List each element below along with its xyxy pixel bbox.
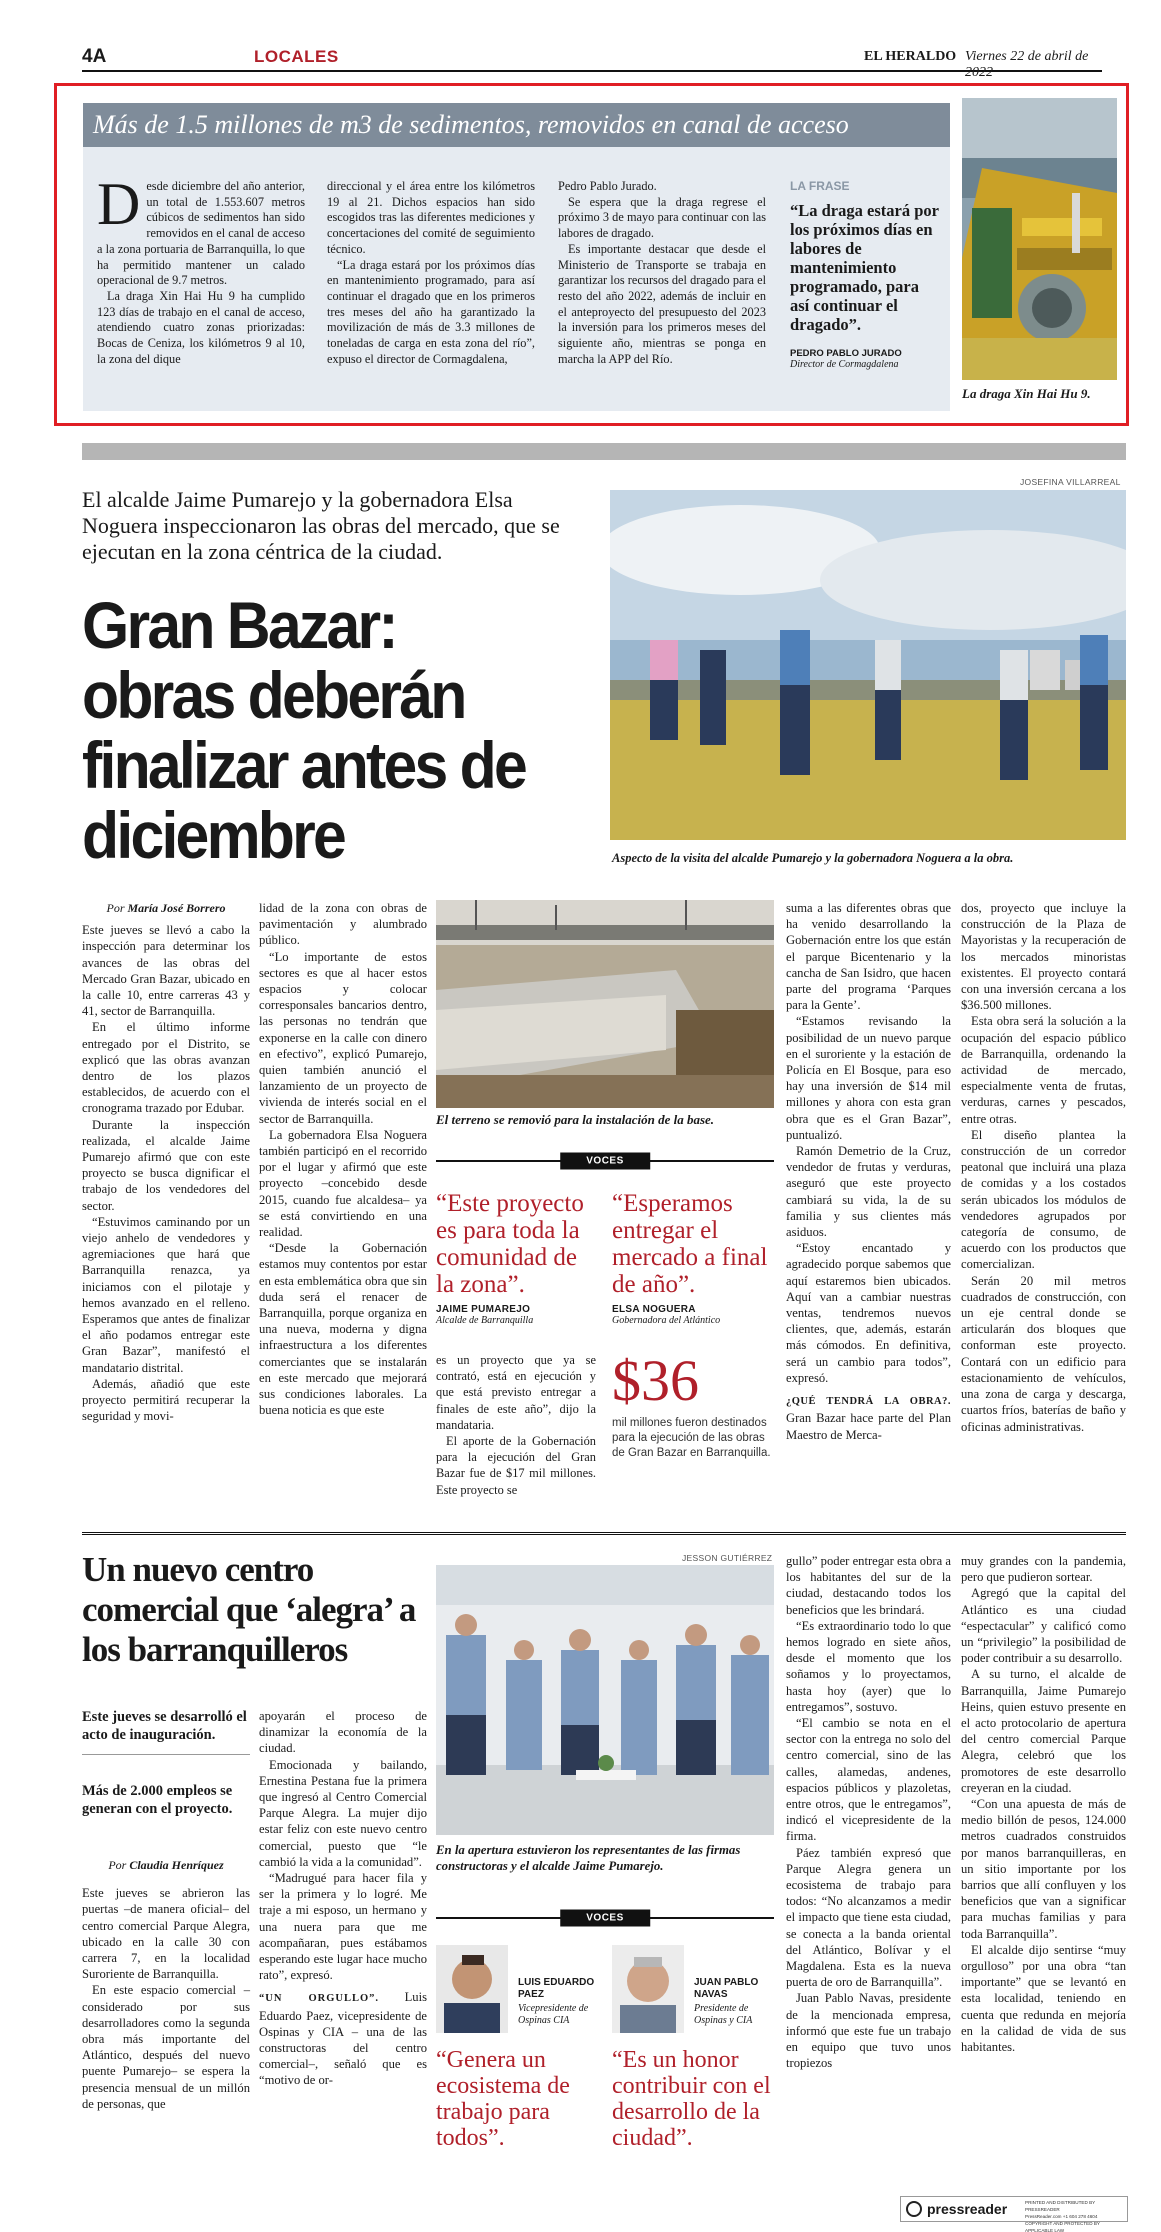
quote-name: JAIME PUMAREJO <box>436 1304 531 1315</box>
inset-photo <box>436 900 774 1108</box>
paez-portrait-image <box>436 1945 508 2033</box>
quote-text: “Este proyecto es para toda la comunidad de la zona”. <box>436 1190 584 1298</box>
paez-quote: “Genera un ecosistema de trabajo para todos”. <box>436 2047 570 2151</box>
voces-label: VOCES <box>560 1910 650 1927</box>
paragraph: “Estoy encantado y agradecido porque sabemos que aquí estaremos bien ubicados. Aquí van a cambiar nuestras ventas, tendremos nuevos clientes, que, además, estarán más cómodos. En definitiva, será un cambio para todos”, expresó. <box>786 1241 951 1385</box>
paragraph: Agregó que la capital del Atlántico es una ciudad “espectacular” y calificó como un “privilegio” la posibilidad de poder contribuir a su desarrollo. <box>961 1586 1126 1666</box>
paragraph: Se espera que la draga regrese el próximo 3 de mayo para continuar con las labores de dragado. <box>558 194 766 241</box>
drop-cap: D <box>97 171 141 237</box>
dredging-col-1 <box>97 171 305 367</box>
story-divider <box>82 1532 1126 1535</box>
page-date: Viernes 22 de abril de 2022 <box>965 49 1089 80</box>
paragraph: “Lo importante de estos sectores es que al hacer estos espacios y colocar corresponsales bancarios dentro, las personas no tendrán que exponerse en la calle con dinero en efectivo”, explicó Pumarejo, quien también anunció el lanzamiento de un proyecto de vivienda de interés social en el sector de Barranquilla. <box>259 949 427 1126</box>
paragraph: La draga Xin Hai Hu 9 ha cumplido 123 días de trabajo en el canal de acceso, atendiendo cuatro zonas priorizadas: Bocas de Ceniza, los kilómetros 9 al 10, la zona del dique <box>97 288 305 366</box>
main-col-2 <box>259 900 427 1419</box>
pressreader-brand: pressreader <box>927 2201 1008 2217</box>
quote-role: Gobernadora del Atlántico <box>612 1315 721 1326</box>
paragraph: Durante la inspección realizada, el alcalde Jaime Pumarejo afirmó que con este proyecto se busca dignificar el trabajo de los vendedores del sector. <box>82 1117 250 1213</box>
second-col-2 <box>259 1708 427 2089</box>
paragraph: El diseño plantea la construcción de un corredor peatonal que incluirá una plaza de comidas y a los costados serán ubicados los módulos de vendedores agrupados por categoría de consumo, de acuerdo con los productos que comercializan. <box>961 1127 1126 1272</box>
second-byline: Por Claudia Henríquez <box>108 1858 224 1872</box>
main-col-4 <box>786 900 951 1443</box>
paragraph: Además, añadió que este proyecto permitirá recuperar la seguridad y movi- <box>82 1376 250 1424</box>
pressreader-logo-icon <box>906 2201 922 2217</box>
navas-name: JUAN PABLO NAVAS <box>694 1977 759 2000</box>
paez-info <box>518 1977 604 2027</box>
second-sub-1: Este jueves se desarrolló el acto de inauguración. <box>82 1708 250 1755</box>
la-frase-role: Director de Cormagdalena <box>790 359 899 370</box>
main-photo-caption: Aspecto de la visita del alcalde Pumarejo y la gobernadora Noguera a la obra. <box>612 851 1014 865</box>
paez-role: Vicepresidente de Ospinas CIA <box>518 2003 589 2026</box>
inset-photo-image <box>436 900 774 1108</box>
paragraph: Pedro Pablo Jurado. <box>558 179 657 193</box>
paper-name: EL HERALDO <box>864 49 957 64</box>
paragraph: Este jueves se llevó a cabo la inspección para determinar los avances de las obras del Mercado Gran Bazar, ubicado en la calle 10, entre carreras 43 y 41, sector de Barranquilla. <box>82 923 250 1019</box>
second-photo-credit: JESSON GUTIÉRREZ <box>682 1553 773 1563</box>
second-sub-2: Más de 2.000 empleos se generan con el proyecto. <box>82 1783 233 1817</box>
navas-portrait-image <box>612 1945 684 2033</box>
paragraph: suma a las diferentes obras que ha venido desarrollando la Gobernación entre los que están el parque Bicentenario y la cancha de San Isidro, que hacen parte del programa ‘Parques para la Gente’. <box>786 901 951 1013</box>
section-name: LOCALES <box>254 47 339 66</box>
paragraph: gullo” poder entregar esta obra a los habitantes del sur de la ciudad, destacando todos los beneficios que les brindará. <box>786 1554 951 1617</box>
main-deck: El alcalde Jaime Pumarejo y la gobernadora Elsa Noguera inspeccionaron las obras del mercado, que se ejecutan en la zona céntrica de la ciudad. <box>82 487 560 564</box>
paez-name: LUIS EDUARDO PAEZ <box>518 1977 595 2000</box>
paragraph: Este jueves se abrieron las puertas –de manera oficial– del centro comercial Parque Alegra, ubicado en la calle 30 con carrera 7, en la localidad Suroriente de Barranquilla. <box>82 1886 250 1982</box>
la-frase-label: LA FRASE <box>790 179 850 193</box>
second-col-4 <box>961 1553 1126 2055</box>
voces-label: VOCES <box>560 1153 650 1170</box>
dredge-photo <box>962 98 1117 380</box>
paragraph: La gobernadora Elsa Noguera también participó en el recorrido por el lugar y afirmó que este proyecto –concebido desde 2015, cuando fue alcaldesa– ya se está convirtiendo en una realidad. <box>259 1127 427 1240</box>
main-voces <box>436 1155 774 1326</box>
second-photo <box>436 1565 774 1835</box>
dredging-box <box>54 83 1129 426</box>
paragraph: “Estuvimos caminando por un viejo anhelo de vendedores y agremiaciones que hará que Barranquilla renazca, ya iniciamos con el pilotaje y hemos avanzado en el relleno. Esperamos que antes de finalizar el año podamos entregar este Gran Bazar”, manifestó el mandatario distrital. <box>82 1214 250 1375</box>
quote-role: Alcalde de Barranquilla <box>436 1315 534 1326</box>
la-frase <box>790 179 940 370</box>
paragraph: “Desde la Gobernación estamos muy contentos por estar en esta emblemática obra que sin duda será el renacer de Barranquilla, porque organiza en una nueva, moderna y digna infraestructura a los diferentes comerciantes que se instalarán en este mercado que mejorará sus condiciones laborales. La buena noticia es que este <box>259 1241 427 1418</box>
quote-noguera <box>612 1190 772 1326</box>
paragraph: El aporte de la Gobernación para la ejecución del Gran Bazar fue de $17 mil millones. Este proyecto se <box>436 1434 596 1497</box>
paragraph: Ramón Demetrio de la Cruz, vendedor de frutas y verduras, aseguró que este proyecto cambiará su vida, la de su familia y sus clientes más asiduos. <box>786 1144 951 1240</box>
second-col-3 <box>786 1553 951 2072</box>
paragraph: El alcalde dijo sentirse “muy orgulloso” por una obra “tan importante” que se levantó en esta localidad, teniendo en cuenta que redunda en mejoría en la calidad de vida de sus habitantes. <box>961 1942 1126 2055</box>
paragraph: En este espacio comercial –considerado por sus desarrolladores como la segunda obra más importante del Atlántico, después del nuevo puente Pumarejo– se espera la presencia mensual de un millón de personas, que <box>82 1983 250 2111</box>
second-headline: Un nuevo centro comercial que ‘alegra’ a los barranquilleros <box>82 1550 416 1669</box>
main-photo <box>610 490 1126 840</box>
page-number: 4A <box>82 46 107 67</box>
pressreader-badge <box>900 2196 1128 2232</box>
la-frase-quote: “La draga estará por los próximos días en labores de mantenimiento programado, para así continuar el dragado”. <box>790 201 939 334</box>
paragraph: Serán 20 mil metros cuadrados de construcción, con un eje central donde se articularán dos bloques que conforman este proyecto. Contará con un edificio para estacionamiento de vehículos, una zona de carga y descarga, cuartos fríos, baterías de baño y oficinas administrativas. <box>961 1273 1126 1434</box>
paragraph: esde diciembre del año anterior, un total de 1.553.607 metros cúbicos de sedimentos han sido removidos en el canal de acceso a la zona portuaria de Barranquilla, lo que ha permitido mantener un calado operacional de 9.7 metros. <box>97 179 305 288</box>
paragraph: muy grandes con la pandemia, pero que pudieron sortear. <box>961 1554 1126 1585</box>
quote-text: “Esperamos entregar el mercado a final de año”. <box>612 1190 768 1298</box>
subhead: ¿QUÉ TENDRÁ LA OBRA?. <box>786 1396 951 1408</box>
paragraph: Juan Pablo Navas, presidente de la mencionada empresa, informó que este fue un trabajo en equipo que tuvo unos tropiezos <box>786 1991 951 2071</box>
second-photo-caption: En la apertura estuvieron los representantes de las firmas constructoras y el alcalde Jaime Pumarejo. <box>436 1843 741 1873</box>
paragraph: apoyarán el proceso de dinamizar la economía de la ciudad. <box>259 1709 427 1756</box>
main-photo-image <box>610 490 1126 840</box>
dredge-photo-image <box>962 98 1117 380</box>
paragraph: lidad de la zona con obras de pavimentación y alumbrado público. <box>259 901 427 948</box>
main-headline: Gran Bazar: obras deberán finalizar antes de diciembre <box>82 588 525 872</box>
paragraph: “UN ORGULLO”. Luis Eduardo Paez, vicepresidente de Ospinas y CIA – una de las constructoras del centro comercial–, señaló que es “motivo de or- <box>259 1990 427 2088</box>
second-col-1 <box>82 1857 250 2112</box>
dredging-col-3 <box>558 179 766 367</box>
paragraph: Es importante destacar que desde el Ministerio de Transporte se trabaja en garantizar los recursos del dragado para el resto del año 2022, además de incluir en el anteproyecto del presupuesto del 2023 la inversión para los primeros meses del siguiente año, mientras se ponga en marcha la APP del Río. <box>558 241 766 366</box>
paragraph: En el último informe entregado por el Distrito, se explicó que las obras avanzan dentro de los plazos establecidos, de acuerdo con el cronograma trazado por Edubar. <box>82 1020 250 1116</box>
print-note: PRINTED AND DISTRIBUTED BY PRESSREADER PressReader.com +1 604 278 4604 COPYRIGHT AND PROTECTED BY APPLICABLE LAW <box>1025 2200 1100 2232</box>
subhead: “UN ORGULLO”. <box>259 1993 380 2005</box>
dredging-col-2 <box>327 179 535 367</box>
main-col-5 <box>961 900 1126 1435</box>
navas-portrait <box>612 1945 684 2033</box>
paragraph: “Con una apuesta de más de medio billón de pesos, 124.000 metros cuadrados construidos por manos barranquilleras, en un sitio importante por los barrios que allí confluyen y los beneficios que van a significar para muchas familias y para toda Barranquilla”. <box>961 1797 1126 1941</box>
paragraph: ¿QUÉ TENDRÁ LA OBRA?. Gran Bazar hace parte del Plan Maestro de Merca- <box>786 1396 951 1442</box>
paragraph: es un proyecto que ya se contrató, está en ejecución y que está previsto entregar a finales de este año”, dijo la mandataria. <box>436 1353 596 1432</box>
paez-portrait <box>436 1945 508 2033</box>
paragraph: Páez también expresó que Parque Alegra genera un ecosistema de trabajo para todos: “No alcanzamos a medir el impacto que tiene esta ciudad, se conecta a la banda oriental del Atlántico, Bolívar y el Magdalena. Esta es la nueva puerta de oro de Barranquilla”. <box>786 1845 951 1990</box>
paragraph: “El cambio se nota en el sector con la entrega no solo del centro comercial, sino de las calles, alamedas, andenes, espacios públicos y plazoletas, entre otros, que le entregamos”, indicó el vicepresidente de la firma. <box>786 1716 951 1844</box>
paragraph: “La draga estará por los próximos días en mantenimiento programado, para así continuar el dragado que en los primeros tres meses del año ha garantizado la movilización de más de 3.3 millones de toneladas de carga en esta zona del río”, expuso el director de Cormagdalena, <box>327 257 535 366</box>
la-frase-name: PEDRO PABLO JURADO <box>790 348 902 359</box>
paragraph: Emocionada y bailando, Ernestina Pestana fue la primera que ingresó al Centro Comercial Parque Alegra. La mujer dijo estar feliz con este nuevo centro comercial, puesto que “le cambió la vida a la comunidad”. <box>259 1757 427 1869</box>
quote-pumarejo <box>436 1190 596 1326</box>
page-header <box>82 44 1102 80</box>
paragraph: Esta obra será la solución a la ocupación del espacio público de Barranquilla, ordenando la actividad de mercado, especialmente venta de frutas, verduras, carnes y pescados, entre otras. <box>961 1014 1126 1126</box>
paragraph: “Madrugué para hacer fila y ser la primera y lo logré. Me traje a mi esposo, un hermano y una nuera para que me acompañaran, pues estábamos esperando este lugar hace mucho rato”, expresó. <box>259 1871 427 1983</box>
main-col-1 <box>82 900 250 1425</box>
paragraph: direccional y el área entre los kilómetros 19 al 21. Dichos espacios han sido escogidos tras las diferentes mediciones y concertaciones del comité de seguimiento técnico. <box>327 179 535 256</box>
main-col-3 <box>436 1352 596 1498</box>
navas-role: Presidente de Ospinas y CIA <box>694 2003 753 2026</box>
navas-quote: “Es un honor contribuir con el desarrollo de la ciudad”. <box>612 2047 771 2151</box>
stat-text: mil millones fueron destinados para la ejecución de las obras de Gran Bazar en Barranquilla. <box>612 1417 771 1459</box>
paragraph: dos, proyecto que incluye la construcción de la Plaza de Mayoristas y la recuperación de los mercados minoristas existentes. El proyecto contará con una inversión cercana a los $36.500 millones. <box>961 901 1126 1013</box>
second-photo-image <box>436 1565 774 1835</box>
stat-box <box>612 1348 774 1461</box>
main-byline: Por María José Borrero <box>106 901 226 915</box>
inset-photo-caption: El terreno se removió para la instalación de la base. <box>436 1112 715 1127</box>
quote-name: ELSA NOGUERA <box>612 1304 696 1315</box>
second-voces <box>436 1912 774 2151</box>
paragraph: “Estamos revisando la posibilidad de un nuevo parque en el suroriente y la estación de Policía en El Bosque, para eso hay una inversión de $14 mil millones y ahora con esta gran obra que es el Gran Bazar”, puntualizó. <box>786 1014 951 1142</box>
paragraph: A su turno, el alcalde de Barranquilla, Jaime Pumarejo Heins, quien estuvo presente en el acto protocolario de apertura del centro comercial Parque Alegra, celebró que los promotores de este desarrollo creyeran en la ciudad. <box>961 1667 1126 1795</box>
separator-bar <box>82 443 1126 460</box>
navas-info <box>694 1977 776 2027</box>
paragraph: “Es extraordinario todo lo que hemos logrado en siete años, desde el momento que los soñamos y lo proyectamos, hasta hoy (ayer) que lo entregamos”, sostuvo. <box>786 1618 951 1714</box>
dredge-photo-caption: La draga Xin Hai Hu 9. <box>962 386 1091 401</box>
main-photo-credit: JOSEFINA VILLARREAL <box>1020 477 1121 487</box>
stat-number: $36 <box>612 1348 699 1413</box>
dredging-headline: Más de 1.5 millones de m3 de sedimentos, removidos en canal de acceso <box>83 103 950 147</box>
